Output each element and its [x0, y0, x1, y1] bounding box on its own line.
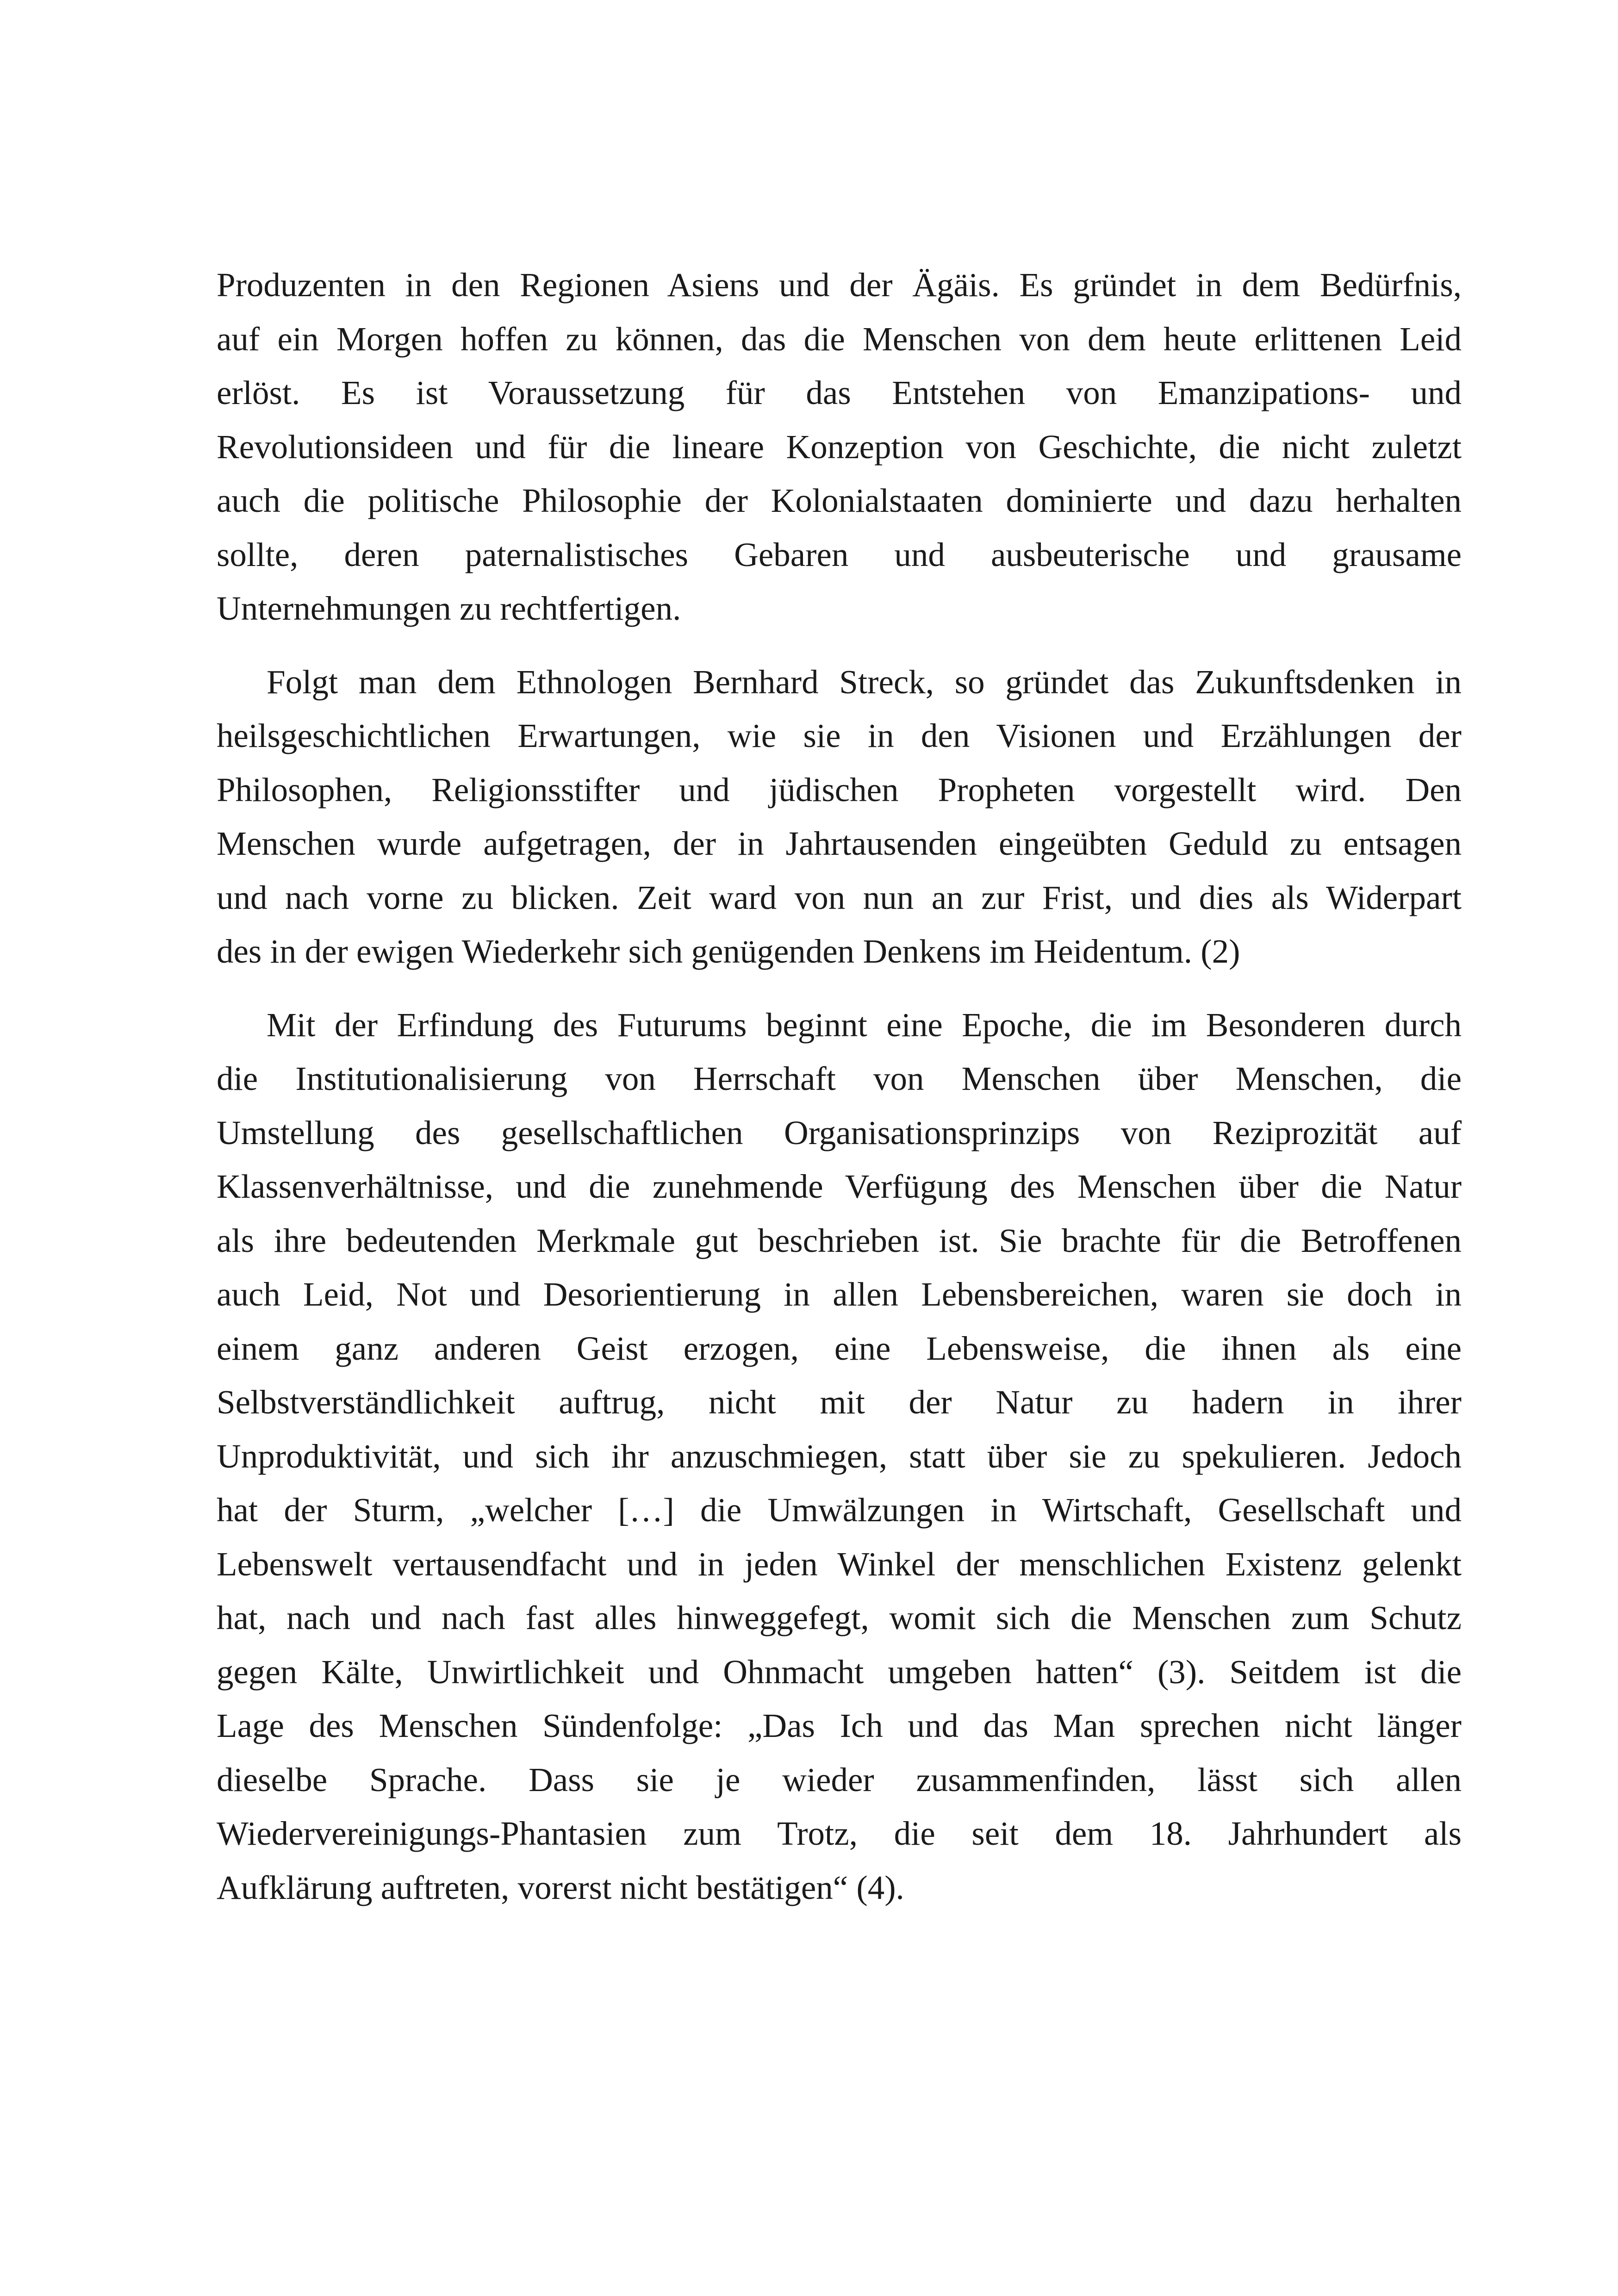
text-line: Umstellung des gesellschaftlichen Organisationsprinzips von Reziprozität auf: [217, 1114, 1462, 1151]
text-line: hat der Sturm, „welcher […] die Umwälzungen in Wirtschaft, Gesellschaft und: [217, 1491, 1462, 1529]
text-line: Revolutionsideen und für die lineare Konzeption von Geschichte, die nicht zuletzt: [217, 428, 1462, 466]
text-line: einem ganz anderen Geist erzogen, eine Lebensweise, die ihnen als eine: [217, 1329, 1462, 1367]
text-line: Wiedervereinigungs-Phantasien zum Trotz, die seit dem 18. Jahrhundert als: [217, 1815, 1462, 1852]
text-line: Philosophen, Religionsstifter und jüdischen Propheten vorgestellt wird. Den: [217, 771, 1462, 809]
text-line: auch Leid, Not und Desorientierung in allen Lebensbereichen, waren sie doch in: [217, 1276, 1462, 1313]
text-line: Klassenverhältnisse, und die zunehmende Verfügung des Menschen über die Natur: [217, 1168, 1462, 1205]
text-line: erlöst. Es ist Voraussetzung für das Entstehen von Emanzipations- und: [217, 374, 1462, 411]
text-line: Mit der Erfindung des Futurums beginnt eine Epoche, die im Besonderen durch: [267, 1006, 1462, 1044]
text-line: Folgt man dem Ethnologen Bernhard Streck, so gründet das Zukunftsdenken in: [267, 663, 1462, 701]
text-line: Aufklärung auftreten, vorerst nicht bestätigen“ (4).: [217, 1868, 904, 1906]
text-line: Selbstverständlichkeit auftrug, nicht mit der Natur zu hadern in ihrer: [217, 1383, 1462, 1421]
text-line: Lage des Menschen Sündenfolge: „Das Ich und das Man sprechen nicht länger: [217, 1707, 1462, 1744]
text-line: des in der ewigen Wiederkehr sich genügenden Denkens im Heidentum. (2): [217, 933, 1240, 970]
paragraph-1: [217, 258, 1462, 636]
text-line: Unproduktivität, und sich ihr anzuschmiegen, statt über sie zu spekulieren. Jedoch: [217, 1437, 1462, 1475]
paragraph-2: [217, 655, 1462, 979]
text-line: gegen Kälte, Unwirtlichkeit und Ohnmacht umgeben hatten“ (3). Seitdem ist die: [217, 1653, 1462, 1691]
text-line: Lebenswelt vertausendfacht und in jeden Winkel der menschlichen Existenz gelenkt: [217, 1545, 1462, 1583]
text-line: die Institutionalisierung von Herrschaft von Menschen über Menschen, die: [217, 1060, 1462, 1097]
paragraph-3: [217, 998, 1462, 1915]
text-line: auf ein Morgen hoffen zu können, das die Menschen von dem heute erlittenen Leid: [217, 320, 1462, 358]
text-line: Unternehmungen zu rechtfertigen.: [217, 590, 681, 627]
text-line: und nach vorne zu blicken. Zeit ward von nun an zur Frist, und dies als Widerpart: [217, 878, 1462, 916]
text-line: heilsgeschichtlichen Erwartungen, wie sie in den Visionen und Erzählungen der: [217, 717, 1462, 754]
text-line: Produzenten in den Regionen Asiens und der Ägäis. Es gründet in dem Bedürfnis,: [217, 266, 1462, 304]
text-line: sollte, deren paternalistisches Gebaren und ausbeuterische und grausame: [217, 535, 1462, 573]
text-line: dieselbe Sprache. Dass sie je wieder zusammenfinden, lässt sich allen: [217, 1761, 1462, 1798]
body-text: [217, 258, 1462, 1915]
text-line: als ihre bedeutenden Merkmale gut beschrieben ist. Sie brachte für die Betroffenen: [217, 1221, 1462, 1259]
text-line: Menschen wurde aufgetragen, der in Jahrtausenden eingeübten Geduld zu entsagen: [217, 825, 1462, 862]
text-line: auch die politische Philosophie der Kolonialstaaten dominierte und dazu herhalten: [217, 482, 1462, 519]
text-line: hat, nach und nach fast alles hinweggefegt, womit sich die Menschen zum Schutz: [217, 1599, 1462, 1636]
